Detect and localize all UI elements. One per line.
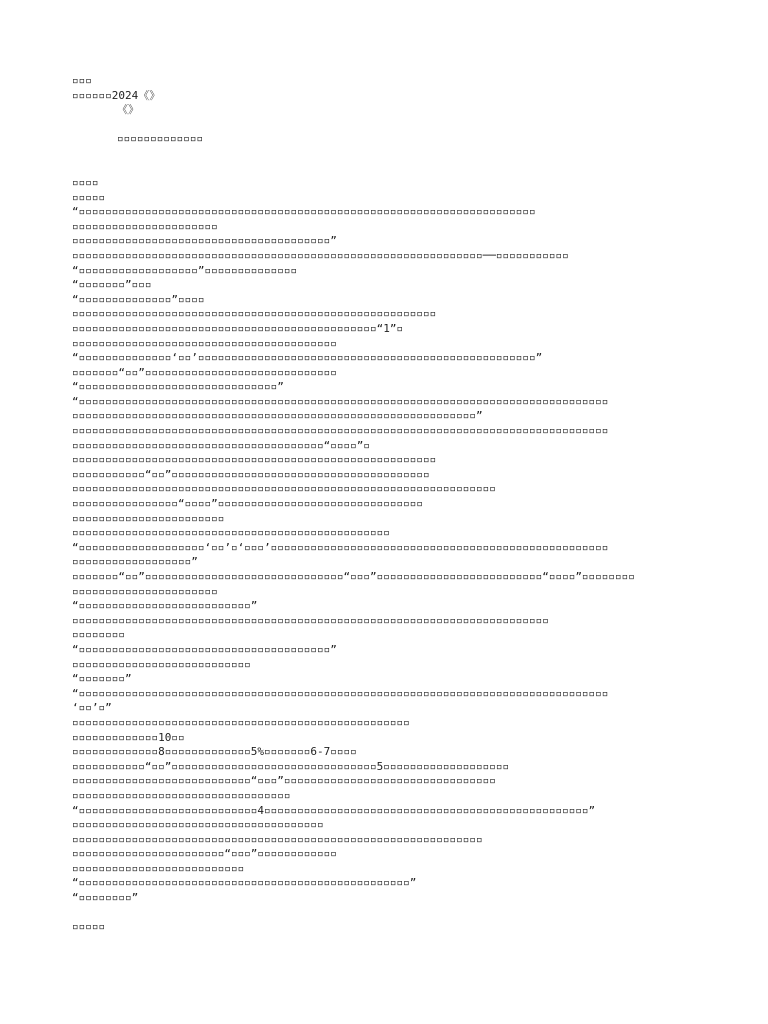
paragraph-line: ‘▫▫’▫” xyxy=(72,701,112,715)
paragraph-line: “▫▫▫▫▫▫▫▫▫▫▫▫▫▫▫▫▫▫▫▫▫▫▫▫▫▫▫▫▫▫▫▫▫▫▫▫▫▫▫▫▫▫▫▫▫▫▫▫▫▫▫▫▫▫▫▫▫▫▫▫▫▫▫▫▫▫▫▫▫▫▫▫▫▫▫▫▫▫▫▫ xyxy=(72,394,609,408)
header-date-line: ▫▫▫▫▫▫2024《》 xyxy=(72,88,161,102)
paragraph-line: ▫▫▫▫▫▫▫▫▫▫▫“▫▫”▫▫▫▫▫▫▫▫▫▫▫▫▫▫▫▫▫▫▫▫▫▫▫▫▫▫▫▫▫▫▫▫▫▫▫▫▫▫▫ xyxy=(72,467,430,481)
document-body xyxy=(72,74,702,935)
paragraph-line: ▫▫▫▫▫▫▫▫▫▫▫▫▫▫▫▫▫▫▫▫▫▫▫▫▫▫▫▫▫▫▫▫▫▫▫▫▫▫▫▫▫▫▫▫▫▫▫▫▫▫▫▫▫▫▫ xyxy=(72,307,437,321)
paragraph-line: ▫▫▫▫▫▫▫▫▫▫▫▫▫▫▫▫▫▫▫▫▫▫▫▫▫▫▫▫▫▫▫▫▫▫▫▫▫▫▫” xyxy=(72,234,337,248)
closing-line: ▫▫▫▫▫ xyxy=(72,920,106,934)
section-label: ▫▫▫▫ xyxy=(72,175,99,189)
paragraph-line: ▫▫▫▫▫▫▫▫▫▫▫▫▫▫▫▫▫▫▫▫▫▫▫▫▫▫▫▫▫▫▫▫▫ xyxy=(72,788,291,802)
paragraph-line: ▫▫▫▫▫▫▫▫▫▫▫▫▫▫▫▫▫▫▫▫▫▫▫▫▫▫▫▫▫▫▫▫▫▫▫▫▫▫▫▫▫▫▫▫▫▫▫▫▫▫▫▫▫▫▫▫▫▫▫▫▫” xyxy=(72,409,483,423)
paragraph-line: ▫▫▫▫▫▫▫▫▫▫▫▫▫▫▫▫▫▫▫▫▫▫ xyxy=(72,584,218,598)
paragraph-line: ▫▫▫▫▫▫▫▫▫▫▫▫▫▫▫▫▫▫▫▫▫▫▫▫▫▫▫▫▫▫▫▫▫▫▫▫▫▫▫▫▫▫▫▫▫▫▫▫▫▫▫▫▫▫▫ xyxy=(72,453,437,467)
paragraph-line: “▫▫▫▫▫▫▫▫▫▫▫▫▫▫▫▫▫▫▫‘▫▫’▫‘▫▫▫’▫▫▫▫▫▫▫▫▫▫▫▫▫▫▫▫▫▫▫▫▫▫▫▫▫▫▫▫▫▫▫▫▫▫▫▫▫▫▫▫▫▫▫▫▫▫▫▫▫▫▫ xyxy=(72,540,609,554)
paragraph-line: ▫▫▫▫▫▫▫▫▫▫▫▫▫▫▫▫▫▫▫▫▫▫▫“▫▫▫”▫▫▫▫▫▫▫▫▫▫▫▫ xyxy=(72,847,337,861)
paragraph-line: ▫▫▫▫▫▫▫▫▫▫▫▫▫▫▫▫▫▫▫▫▫▫▫ xyxy=(72,511,225,525)
paragraph-line: “▫▫▫▫▫▫▫▫▫▫▫▫▫▫▫▫▫▫▫▫▫▫▫▫▫▫▫▫▫▫▫▫▫▫▫▫▫▫▫▫▫▫▫▫▫▫▫▫▫▫▫▫▫▫▫▫▫▫▫▫▫▫▫▫▫▫▫▫▫▫▫▫▫▫▫▫▫▫▫▫ xyxy=(72,686,609,700)
intro-line: ▫▫▫▫▫ xyxy=(72,190,106,204)
paragraph-line: ▫▫▫▫▫▫▫▫▫▫▫▫▫▫▫▫▫▫▫▫▫▫▫▫▫▫▫▫▫▫▫▫▫▫▫▫▫▫▫▫▫▫▫▫▫▫▫▫ xyxy=(72,526,390,540)
paragraph-line: ▫▫▫▫▫▫▫▫▫▫▫▫▫▫▫▫▫▫▫▫▫▫▫▫▫▫▫ xyxy=(72,657,251,671)
paragraph-line: “▫▫▫▫▫▫▫▫▫▫▫▫▫▫▫▫▫▫▫▫▫▫▫▫▫▫” xyxy=(72,599,258,613)
paragraph-line: “▫▫▫▫▫▫▫▫▫▫▫▫▫▫▫▫▫▫▫▫▫▫▫▫▫▫▫▫▫▫▫▫▫▫▫▫▫▫▫▫▫▫▫▫▫▫▫▫▫▫▫▫▫▫▫▫▫▫▫▫▫▫▫▫▫▫▫▫▫ xyxy=(72,205,536,219)
paragraph-line: ▫▫▫▫▫▫▫▫▫▫▫“▫▫”▫▫▫▫▫▫▫▫▫▫▫▫▫▫▫▫▫▫▫▫▫▫▫▫▫▫▫▫▫▫▫5▫▫▫▫▫▫▫▫▫▫▫▫▫▫▫▫▫▫▫ xyxy=(72,759,510,773)
header-subtitle: ▫▫▫▫▫▫▫▫▫▫▫▫▫ xyxy=(117,132,204,146)
paragraph-line: ▫▫▫▫▫▫▫“▫▫”▫▫▫▫▫▫▫▫▫▫▫▫▫▫▫▫▫▫▫▫▫▫▫▫▫▫▫▫▫ xyxy=(72,365,337,379)
header-label: ▫▫▫ xyxy=(72,74,92,87)
paragraph-line: “▫▫▫▫▫▫▫”▫▫▫ xyxy=(72,278,152,292)
paragraph-line: “▫▫▫▫▫▫▫▫▫▫▫▫▫▫▫▫▫▫▫▫▫▫▫▫▫▫▫4▫▫▫▫▫▫▫▫▫▫▫▫▫▫▫▫▫▫▫▫▫▫▫▫▫▫▫▫▫▫▫▫▫▫▫▫▫▫▫▫▫▫▫▫▫▫▫▫▫” xyxy=(72,803,596,817)
paragraph-line: ▫▫▫▫▫▫▫▫▫▫▫▫▫▫▫▫▫▫▫▫▫▫ xyxy=(72,219,218,233)
paragraph-line: ▫▫▫▫▫▫▫▫▫▫▫▫▫▫▫▫▫▫▫▫▫▫▫▫▫▫▫▫▫▫▫▫▫▫▫▫▫▫“▫▫▫▫”▫ xyxy=(72,438,371,452)
paragraph-line: ▫▫▫▫▫▫▫▫▫▫▫▫▫▫▫▫▫▫▫▫▫▫▫▫▫▫▫▫▫▫▫▫▫▫▫▫▫▫▫▫▫▫▫▫▫▫“1”▫ xyxy=(72,321,404,335)
paragraph-line: ▫▫▫▫▫▫▫▫▫▫▫▫▫▫▫▫▫▫▫▫▫▫▫▫▫▫▫▫▫▫▫▫▫▫▫▫▫▫▫▫ xyxy=(72,336,337,350)
paragraph-line: ▫▫▫▫▫▫▫▫▫▫▫▫▫▫▫▫▫▫” xyxy=(72,555,198,569)
paragraph-line: “▫▫▫▫▫▫▫▫” xyxy=(72,891,139,905)
spacer xyxy=(72,147,702,176)
paragraph-line: ▫▫▫▫▫▫▫▫▫▫▫▫▫▫▫▫▫▫▫▫▫▫▫▫▫▫▫▫▫▫▫▫▫▫▫▫▫▫▫▫▫▫▫▫▫▫▫▫▫▫▫▫▫▫▫▫▫▫▫▫▫▫▫▫▫▫▫▫▫▫▫▫ xyxy=(72,613,549,627)
paragraph-line: ▫▫▫▫▫▫▫▫▫▫▫▫▫8▫▫▫▫▫▫▫▫▫▫▫▫▫5%▫▫▫▫▫▫▫6-7▫▫▫▫ xyxy=(72,745,357,759)
paragraph-line: ▫▫▫▫▫▫▫▫▫▫▫▫▫▫▫▫▫▫▫▫▫▫▫▫▫▫▫▫▫▫▫▫▫▫▫▫▫▫▫▫▫▫▫▫▫▫▫▫▫▫▫ xyxy=(72,715,410,729)
paragraph-line: “▫▫▫▫▫▫▫▫▫▫▫▫▫▫▫▫▫▫▫▫▫▫▫▫▫▫▫▫▫▫” xyxy=(72,380,284,394)
paragraph-line: ▫▫▫▫▫▫▫▫▫▫▫▫▫▫▫▫▫▫▫▫▫▫▫▫▫▫ xyxy=(72,861,245,875)
paragraph-line: “▫▫▫▫▫▫▫▫▫▫▫▫▫▫▫▫▫▫”▫▫▫▫▫▫▫▫▫▫▫▫▫▫ xyxy=(72,263,298,277)
paragraph-line: ▫▫▫▫▫▫▫▫▫▫▫▫▫▫▫▫▫▫▫▫▫▫▫▫▫▫▫▫▫▫▫▫▫▫▫▫▫▫▫▫▫▫▫▫▫▫▫▫▫▫▫▫▫▫▫▫▫▫▫▫▫▫ xyxy=(72,832,483,846)
paragraph-line: ▫▫▫▫▫▫▫▫▫▫▫▫▫▫▫▫▫▫▫▫▫▫▫▫▫▫▫“▫▫▫”▫▫▫▫▫▫▫▫▫▫▫▫▫▫▫▫▫▫▫▫▫▫▫▫▫▫▫▫▫▫▫▫ xyxy=(72,774,496,788)
paragraph-line: ▫▫▫▫▫▫▫▫▫▫▫▫▫10▫▫ xyxy=(72,730,185,744)
header-brackets: 《》 xyxy=(117,103,139,117)
paragraph-line: “▫▫▫▫▫▫▫” xyxy=(72,672,132,686)
paragraph-line: “▫▫▫▫▫▫▫▫▫▫▫▫▫▫▫▫▫▫▫▫▫▫▫▫▫▫▫▫▫▫▫▫▫▫▫▫▫▫▫▫▫▫▫▫▫▫▫▫▫▫” xyxy=(72,876,417,890)
paragraph-line: ▫▫▫▫▫▫▫▫ xyxy=(72,628,125,642)
paragraph-line: “▫▫▫▫▫▫▫▫▫▫▫▫▫▫”▫▫▫▫ xyxy=(72,292,205,306)
paragraph-line: ▫▫▫▫▫▫▫▫▫▫▫▫▫▫▫▫▫▫▫▫▫▫▫▫▫▫▫▫▫▫▫▫▫▫▫▫▫▫▫▫▫▫▫▫▫▫▫▫▫▫▫▫▫▫▫▫▫▫▫▫▫▫▫▫ xyxy=(72,482,496,496)
spacer xyxy=(72,906,702,921)
paragraph-line: “▫▫▫▫▫▫▫▫▫▫▫▫▫▫‘▫▫’▫▫▫▫▫▫▫▫▫▫▫▫▫▫▫▫▫▫▫▫▫▫▫▫▫▫▫▫▫▫▫▫▫▫▫▫▫▫▫▫▫▫▫▫▫▫▫▫▫▫▫” xyxy=(72,351,543,365)
paragraph-line: ▫▫▫▫▫▫▫▫▫▫▫▫▫▫▫▫▫▫▫▫▫▫▫▫▫▫▫▫▫▫▫▫▫▫▫▫▫▫▫▫▫▫▫▫▫▫▫▫▫▫▫▫▫▫▫▫▫▫▫▫▫▫▫▫▫▫▫▫▫▫▫▫▫▫▫▫▫▫▫▫▫ xyxy=(72,424,609,438)
paragraph-line: ▫▫▫▫▫▫▫“▫▫”▫▫▫▫▫▫▫▫▫▫▫▫▫▫▫▫▫▫▫▫▫▫▫▫▫▫▫▫▫▫“▫▫▫”▫▫▫▫▫▫▫▫▫▫▫▫▫▫▫▫▫▫▫▫▫▫▫▫▫“▫▫▫▫”▫▫▫▫▫▫▫▫ xyxy=(72,570,635,583)
body-lines xyxy=(72,205,702,906)
paragraph-line: ▫▫▫▫▫▫▫▫▫▫▫▫▫▫▫▫“▫▫▫▫”▫▫▫▫▫▫▫▫▫▫▫▫▫▫▫▫▫▫▫▫▫▫▫▫▫▫▫▫▫▫▫ xyxy=(72,497,423,511)
paragraph-line: “▫▫▫▫▫▫▫▫▫▫▫▫▫▫▫▫▫▫▫▫▫▫▫▫▫▫▫▫▫▫▫▫▫▫▫▫▫▫” xyxy=(72,642,337,656)
spacer xyxy=(72,118,702,133)
paragraph-line: ▫▫▫▫▫▫▫▫▫▫▫▫▫▫▫▫▫▫▫▫▫▫▫▫▫▫▫▫▫▫▫▫▫▫▫▫▫▫▫▫▫▫▫▫▫▫▫▫▫▫▫▫▫▫▫▫▫▫▫▫▫▫──▫▫▫▫▫▫▫▫▫▫▫ xyxy=(72,248,569,262)
paragraph-line: ▫▫▫▫▫▫▫▫▫▫▫▫▫▫▫▫▫▫▫▫▫▫▫▫▫▫▫▫▫▫▫▫▫▫▫▫▫▫ xyxy=(72,818,324,832)
